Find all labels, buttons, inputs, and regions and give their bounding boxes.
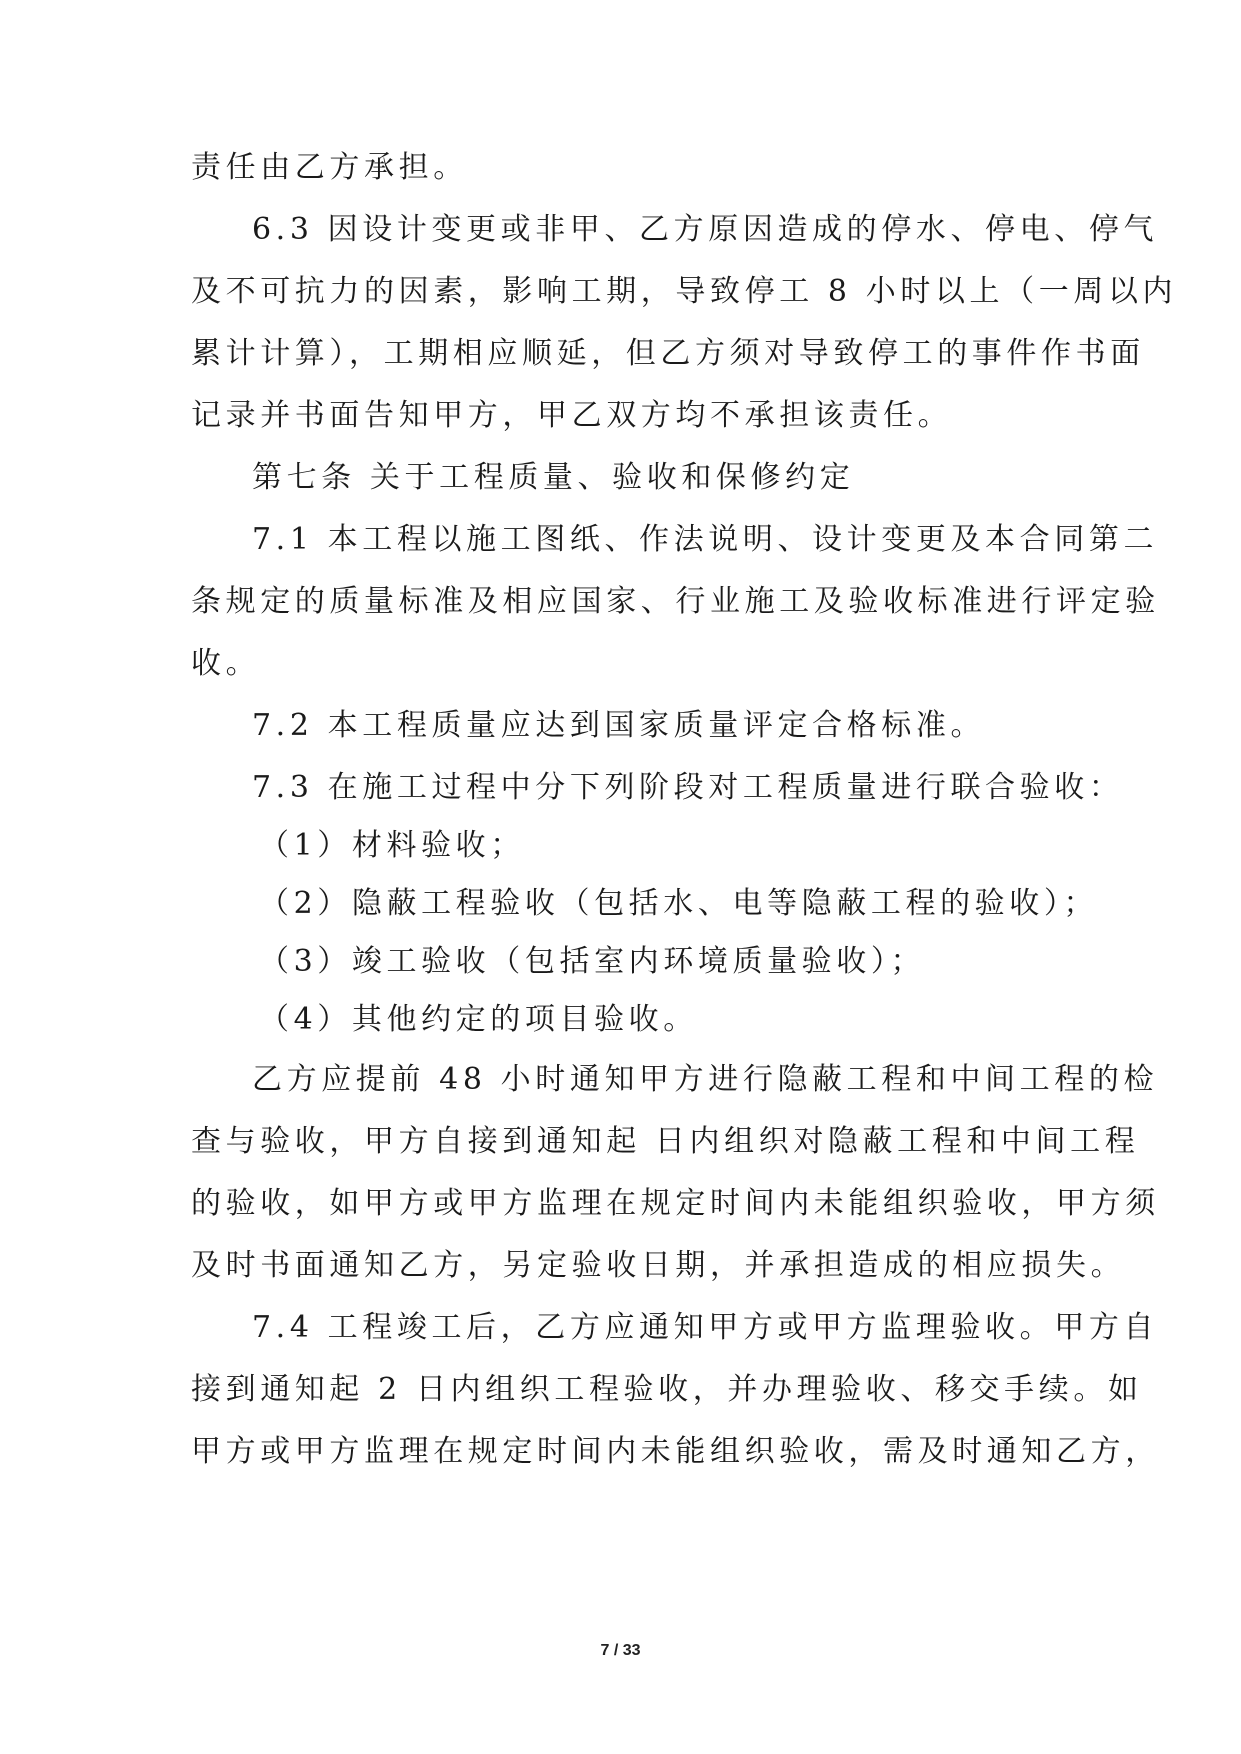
clause-7-1-line: 7.1 本工程以施工图纸、作法说明、设计变更及本合同第二 [252, 522, 1159, 557]
list-item: （4）其他约定的项目验收。 [259, 1002, 698, 1037]
clause-7-2-line: 7.2 本工程质量应达到国家质量评定合格标准。 [252, 708, 986, 743]
list-item: （3）竣工验收（包括室内环境质量验收）； [259, 944, 926, 979]
list-item: （1）材料验收； [259, 828, 525, 863]
page-number: 7 / 33 [600, 1642, 641, 1659]
text-line: 乙方应提前 48 小时通知甲方进行隐蔽工程和中间工程的检 [252, 1062, 1159, 1097]
clause-7-3-line: 7.3 在施工过程中分下列阶段对工程质量进行联合验收： [252, 770, 1124, 805]
text-line: 记录并书面告知甲方，甲乙双方均不承担该责任。 [191, 398, 953, 433]
text-line: 条规定的质量标准及相应国家、行业施工及验收标准进行评定验 [191, 584, 1160, 619]
text-line: 责任由乙方承担。 [191, 150, 468, 185]
text-line: 收。 [191, 646, 261, 681]
text-line: 累计计算），工期相应顺延，但乙方须对导致停工的事件作书面 [191, 336, 1145, 371]
text-line: 及不可抗力的因素，影响工期，导致停工 8 小时以上（一周以内 [191, 274, 1178, 309]
text-line: 接到通知起 2 日内组织工程验收，并办理验收、移交手续。如 [191, 1372, 1143, 1407]
section-heading: 第七条 关于工程质量、验收和保修约定 [252, 460, 855, 495]
clause-7-4-line: 7.4 工程竣工后，乙方应通知甲方或甲方监理验收。甲方自 [252, 1310, 1159, 1345]
clause-6-3-line: 6.3 因设计变更或非甲、乙方原因造成的停水、停电、停气 [252, 212, 1159, 247]
text-line: 的验收，如甲方或甲方监理在规定时间内未能组织验收，甲方须 [191, 1186, 1160, 1221]
text-line: 及时书面通知乙方，另定验收日期，并承担造成的相应损失。 [191, 1248, 1126, 1283]
text-line: 甲方或甲方监理在规定时间内未能组织验收，需及时通知乙方， [191, 1434, 1160, 1469]
list-item: （2）隐蔽工程验收（包括水、电等隐蔽工程的验收）； [259, 886, 1099, 921]
text-line: 查与验收，甲方自接到通知起 日内组织对隐蔽工程和中间工程 [191, 1124, 1140, 1159]
